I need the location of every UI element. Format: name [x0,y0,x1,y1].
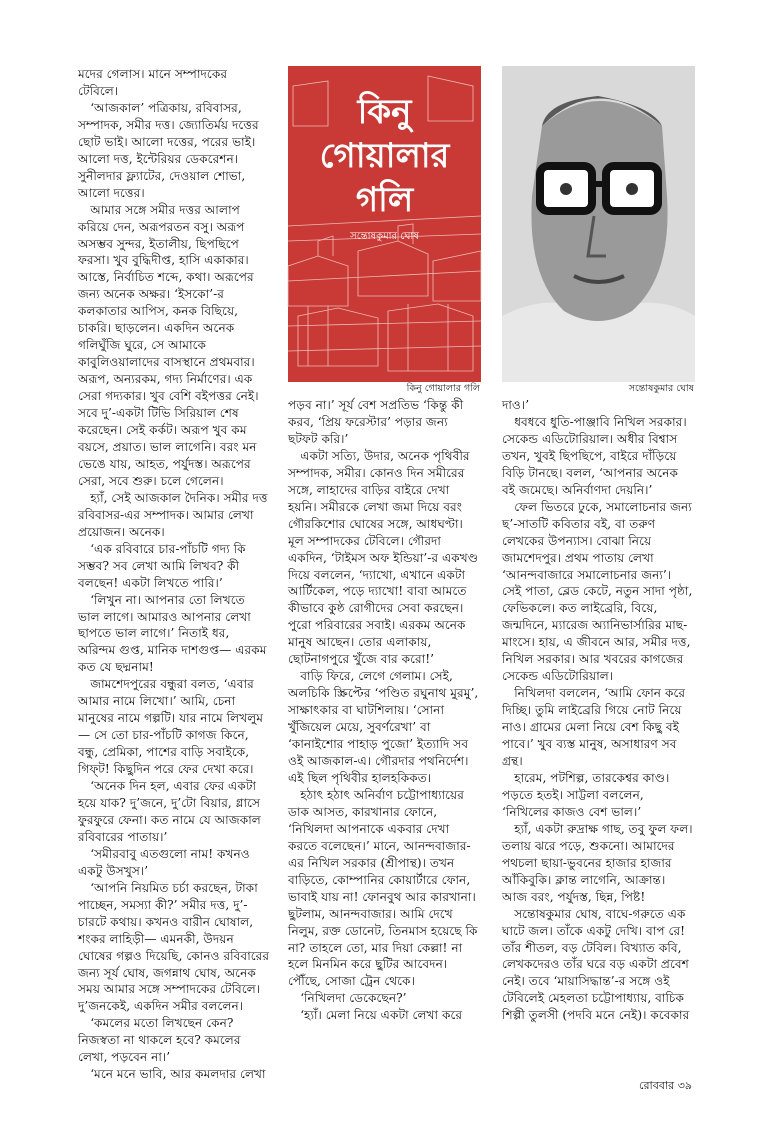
text-column-2 [288,397,480,1067]
paragraph: ‘অনেক দিন হল, এবার ফের একটা হয়ে যাক? দু’জনে, দু’টো বিয়ার, গ্লাসে ফুরফুরে ফেনা। কত নামে যে আজকাল রবিবারের পাতায়।’ [78,779,261,844]
portrait-caption: সন্তোষকুমার ঘোষ [628,383,694,394]
paragraph: হ্যাঁ, একটা রুদ্রাক্ষ গাছ, তবু ফুল ফল। তলায় ঝরে পড়ে, শুকনো। আমাদের পথচলা ছায়া-ভুবনের হাজার হাজার আঁকিবুকি। ক্লান্ত লাগেনি, আক্রান্ত। আজ বরং, পর্যুদস্ত, ছিন্ন, পিষ্ট! [502,821,693,904]
paragraph: দাও।’ [502,398,530,412]
paragraph: বাড়ি ফিরে, লেগে গেলাম। সেই, অলচিকি স্ক্রিপ্টের ‘পণ্ডিত রঘুনাথ মুরমু’, সাক্ষাৎকার বা ঘাটশিলায়। ‘সোনা খুঁজিয়েল মেয়ে, সুবর্ণরেখা’ বা ‘কানাইশোর পাহাড় পুজো’ ইত্যাদি সব ওই আজকাল-এ। গৌরদার পথনির্দেশ। এই ছিল পৃথিবীর হালহকিকত। [288,669,479,785]
paragraph: একটা সত্যি, উদার, অনেক পৃথিবীর সম্পাদক, সমীর। কোনও দিন সমীরের সঙ্গে, লাহাদের বাড়ির বাইরে দেখা হয়নি। সমীরকে লেখা জমা দিয়ে বরং গৌরকিশোর ঘোষের সঙ্গে, আধঘণ্টা। মূল সম্পাদকের টেবিলে। গৌরদা একদিন, ‘টাইমস অফ ইন্ডিয়া’-র একখণ্ড দিয়ে বললেন, ‘দ্যাখো, এখানে একটা আর্টিকেল, পড়ে দ্যাখো! বাবা আমতে কীভাবে কুষ্ঠ রোগীদের সেবা করছেন। পুরো পরিবারের সবাই। এরকম অনেক মানুষ আছেন। তোর এলাকায়, ছোটনাগপুরে খুঁজে বার করো!’ [288,448,479,667]
cover-author: সন্তোষকুমার ঘোষ [350,231,419,242]
paragraph: ‘আপনি নিয়মিত চর্চা করছেন, টাকা পাচ্ছেন, সমস্যা কী?’ সমীর দত্ত, দু’-চারটে কথায়। কখনও বারীন ঘোষাল, শংকর লাহিড়ী— এমনকী, উদয়ন ঘোষের গল্পও দিয়েছি, কোনও রবিবারের জন্য সূর্য ঘোষ, জগন্নাথ ঘোষ, অনেক সময় আমার সঙ্গে সম্পাদকের টেবিলে। দু’জনকেই, একদিন সমীর বললেন। [78,880,270,1014]
paragraph: ‘হ্যাঁ। মেলা নিয়ে একটা লেখা করে [300,1008,463,1023]
paragraph: হ্যাঁ, সেই আজকাল দৈনিক। সমীর দত্ত রবিবাসর-এর সম্পাদক। আমার লেখা প্রয়োজন। অনেক। [78,490,268,539]
paragraph: সন্তোষকুমার ঘোষ, বাঘে-গরুতে এক ঘাটে জল। তাঁকে একটু দেখি। বাপ রে! তাঁর শীতল, বড় টেবিল। বিখ্যাত কবি, লেখকদেরও তাঁর ঘরে বড় একটা প্রবেশ নেই। তবে ‘মায়াসিদ্ধান্ত’-র সঙ্গে ওই টেবিলেই মেহলতা চট্টোপাধ্যায়, বাচিক শিল্পী তুলসী (পদবি মনে নেই)। কবেকার [502,906,690,1023]
text-column-1 [78,66,270,1082]
paragraph: ‘লিখুন না। আপনার তো লিখতে ভাল লাগে। আমারও আপনার লেখা ছাপতে ভাল লাগে।’ নিতাই ধর, অরিন্দম গুপ্ত, মানিক দাশগুপ্ত— এরকম কত যে ছদ্মনাম! [78,592,267,675]
paragraph: ফেল ভিতরে ঢুকে, সমালোচনার জন্য ছ’-সাতটি কবিতার বই, বা তরুণ লেখকের উপন্যাস। বোঝা নিয়ে জামশেদপুর। প্রথম পাতায় লেখা ‘আনন্দবাজারে সমালোচনার জন্য’। সেই পাতা, ব্লেড কেটে, নতুন সাদা পৃষ্ঠা, ফেভিকলে। কত লাইব্রেরি, বিয়ে, জন্মদিনে, ম্যারেজ অ্যানিভার্সারির মাছ-মাংসে। হায়, এ জীবনে আর, সমীর দত্ত, নিখিল সরকার। আর খবরের কাগজের সেকেন্ড এডিটোরিয়াল। [502,499,693,684]
cover-title-line-2: গোয়ালার [319,136,450,176]
book-cover-image [288,66,481,382]
text-column-3 [502,397,694,1067]
paragraph: ‘আজকাল’ পত্রিকায়, রবিবাসর, সম্পাদক, সমীর দত্ত। জ্যোতির্ময় দত্তের ছোট ভাই। আলো দত্তের, পরের ভাই। আলো দত্ত, ইন্টেরিয়র ডেকরেশন। সুনীলদার ফ্ল্যাটের, দেওয়াল শোভা, আলো দত্তের। [78,100,259,200]
page-footer: রোববার ৩৯ [639,1079,692,1092]
paragraph: ‘মনে মনে ভাবি, আর কমলদার লেখা [90,1067,266,1082]
paragraph: ‘সমীরবাবু এতগুলো নাম! কখনও একটু উসখুস।’ [78,846,250,878]
cover-title-line-1: কিনু [357,92,412,132]
paragraph: ‘কমলের মতো লিখছেন কেন? নিজস্বতা না থাকলে হবে? কমলের লেখা, পড়বেন না।’ [78,1016,241,1065]
paragraph: নিখিলদা বললেন, ‘আমি ফোন করে দিচ্ছি। তুমি লাইব্রেরি গিয়ে নোট নিয়ে নাও। গ্রামের মেলা নিয়ে বেশ কিছু বই পাবে।’ খুব ব্যস্ত মানুষ, অসাধারণ সব গ্রন্থ। [502,686,686,769]
paragraph: ‘এক রবিবারে চার-পাঁচটি গদ্য কি সম্ভব? সব লেখা আমি লিখব? কী বলছেন! একটা লিখতে পারি।’ [78,541,246,590]
paragraph: ধবধবে ধুতি-পাঞ্জাবি নিখিল সরকার। সেকেন্ড এডিটোরিয়াল। অধীর বিশ্বাস তখন, খুবই ছিপছিপে, বাইরে দাঁড়িয়ে বিড়ি টানছে। বলল, ‘আপনার অনেক বই জমেছে। অনির্বাণদা দেয়নি।’ [502,414,687,497]
cover-title-line-3: গলি [355,180,414,220]
book-cover-caption: কিনু গোয়ালার গলি [406,383,480,394]
paragraph: আমার সঙ্গে সমীর দত্তর আলাপ করিয়ে দেন, অরূপরতন বসু। অরূপ অসম্ভব সুন্দর, ইতালীয়, ছিপছিপে ফরসা। খুব বুদ্ধিদীপ্ত, হাসি একাকার। আস্তে, নির্বাচিত শব্দে, কথা। অরূপের জন্য অনেক অক্ষর। ‘ইসকো’-র কলকাতার আপিস, কনক বিছিয়ে, চাকরি। ছাড়লেন। একদিন অনেক গলিঘুঁজি ঘুরে, সে আমাকে কাবুলিওয়ালাদের বাসস্থানে প্রথমবার। অরূপ, অন্যরকম, গদ্য নির্মাণের। এক সেরা গদ্যকার। খুব বেশি বইপত্তর নেই। সবে দু’-একটা টিভি সিরিয়াল শেষ করেছেন। সেই কর্কট। অরূপ খুব কম বয়সে, প্রয়াত। ভাল লাগেনি। বরং মন ভেঙে যায়, আহত, পর্যুদস্ত। অরূপের সেরা, সবে শুরু। চলে গেলেন। [78,202,259,488]
paragraph: ‘নিখিলদা ডেকেছেন?’ [300,991,407,1006]
paragraph: পড়ব না।’ সূর্য বেশ সপ্রতিভ ‘কিন্তু কী করব, ‘প্রিয় ফরেস্টার’ পড়ার জন্য ছটফট করি।’ [288,398,464,446]
author-portrait-photo [502,66,695,382]
paragraph: হঠাৎ হঠাৎ অনির্বাণ চট্টোপাধ্যায়ের ডাক আসত, কারখানার ফোনে, ‘নিখিলদা আপনাকে একবার দেখা করতে বলেছেন।’ মানে, আনন্দবাজার-এর নিখিল সরকার (শ্রীপান্থ)। তখন বাড়িতে, কোম্পানির কোয়ার্টারে ফোন, ভাবাই যায় না! ফোনবুথ আর কারখানা। ছুটলাম, আনন্দবাজার। আমি দেখে নিলুম, রক্ত ডোনেট, তিনমাস হয়েছে কি না? তাহলে তো, মার দিয়া কেল্লা! না হলে মিনমিন করে ছুটির আবেদন। পৌঁছে, সোজা ট্রেন থেকে। [288,787,478,989]
paragraph: মদের গেলাস। মানে সম্পাদকের টেবিলে। [78,67,228,98]
paragraph: জামশেদপুরের বন্ধুরা বলত, ‘এবার আমার নামে লিখো।’ আমি, চেনা মানুষের নামে গল্পটি। যার নামে লিখলুম— সে তো চার-পাঁচটি কাগজ কিনে, বন্ধু, প্রেমিকা, পাশের বাড়ি সবাইকে, গিফ্‌ট! কিছুদিন পরে ফের দেখা করে। [78,677,264,777]
portrait-drawing [502,66,695,382]
paragraph: হারেম, পটশিল্প, তারকেশ্বর কাণ্ড। পড়তে হতই। সাট্টলা বললেন, ‘নিখিলের কাজও বেশ ভাল।’ [502,770,670,819]
